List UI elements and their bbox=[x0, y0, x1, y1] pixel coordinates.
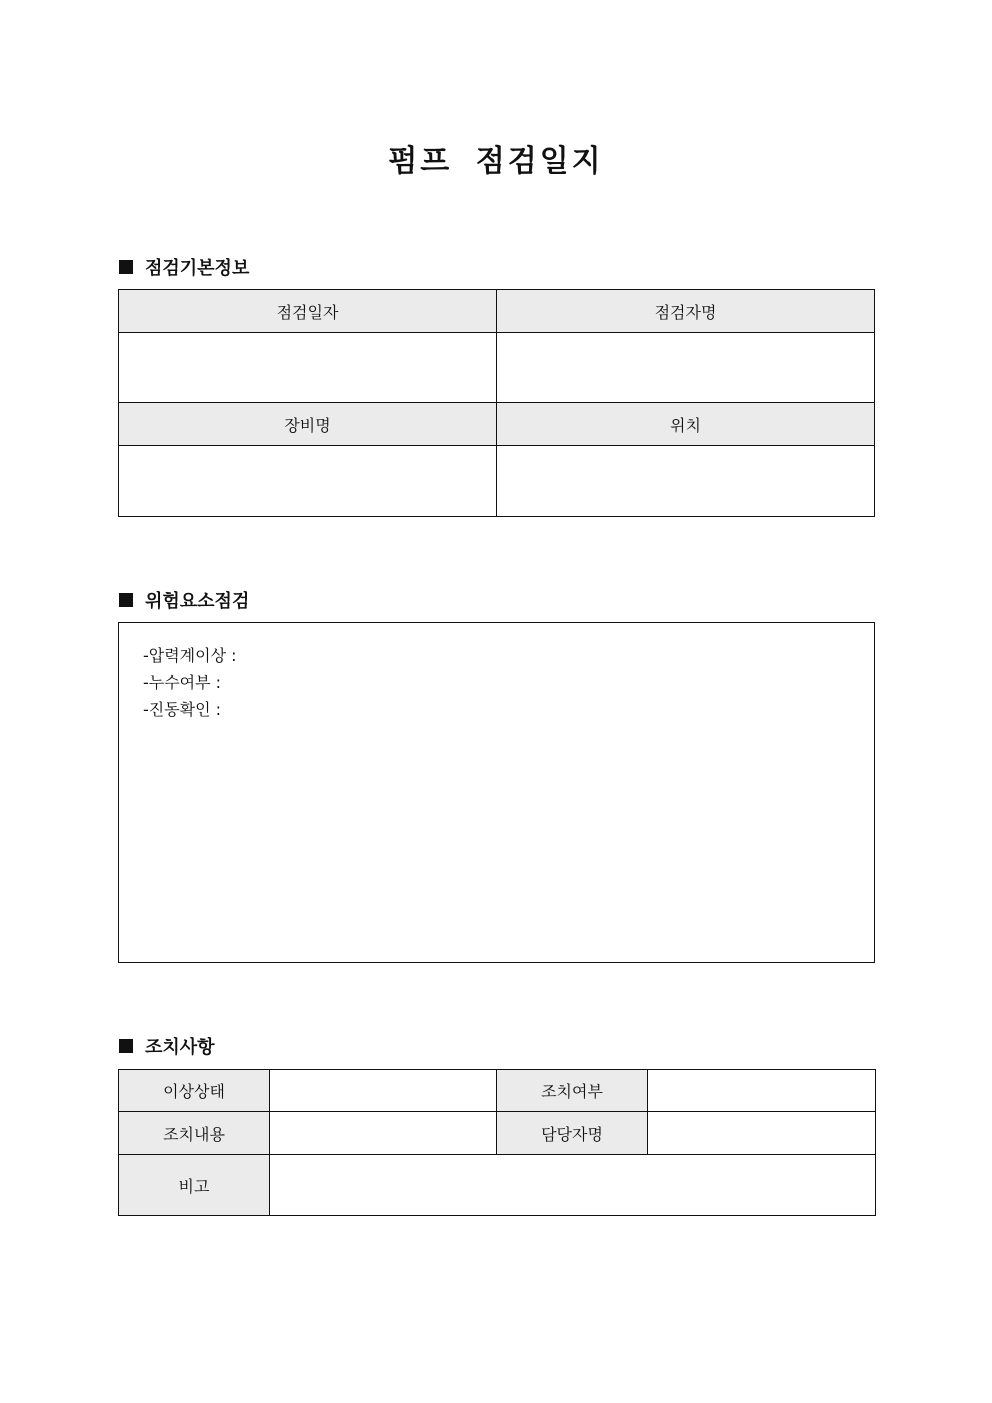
label-action-details: 조치내용 bbox=[119, 1112, 270, 1155]
equipment-name-field[interactable] bbox=[119, 446, 497, 517]
basic-info-table bbox=[118, 289, 875, 517]
action-taken-field[interactable] bbox=[648, 1070, 876, 1112]
section-heading-basic-info bbox=[119, 254, 249, 280]
risk-item-leak: -누수여부 : bbox=[143, 673, 222, 692]
section-heading-actions bbox=[119, 1033, 215, 1059]
label-abnormal-status: 이상상태 bbox=[119, 1070, 270, 1112]
risk-item-vibration: -진동확인 : bbox=[143, 700, 222, 719]
label-person-in-charge: 담당자명 bbox=[497, 1112, 648, 1155]
label-remarks: 비고 bbox=[119, 1155, 270, 1216]
actions-table bbox=[118, 1069, 876, 1216]
section-heading-text: 점검기본정보 bbox=[145, 258, 250, 279]
document-title: 펌프 점검일지 bbox=[388, 144, 604, 179]
header-inspection-date: 점검일자 bbox=[119, 290, 497, 333]
inspector-name-field[interactable] bbox=[497, 333, 875, 403]
risk-item-pressure-gauge: -압력계이상 : bbox=[143, 646, 237, 665]
risk-check-box[interactable] bbox=[118, 622, 875, 963]
person-in-charge-field[interactable] bbox=[648, 1112, 876, 1155]
action-details-field[interactable] bbox=[270, 1112, 497, 1155]
section-heading-text: 조치사항 bbox=[145, 1037, 215, 1058]
section-heading-text: 위험요소점검 bbox=[145, 591, 250, 612]
header-location: 위치 bbox=[497, 403, 875, 446]
inspection-date-field[interactable] bbox=[119, 333, 497, 403]
label-action-taken: 조치여부 bbox=[497, 1070, 648, 1112]
section-heading-risk-check bbox=[119, 587, 249, 613]
remarks-field[interactable] bbox=[270, 1155, 876, 1216]
square-bullet-icon bbox=[119, 593, 133, 607]
header-inspector-name: 점검자명 bbox=[497, 290, 875, 333]
location-field[interactable] bbox=[497, 446, 875, 517]
square-bullet-icon bbox=[119, 260, 133, 274]
abnormal-status-field[interactable] bbox=[270, 1070, 497, 1112]
square-bullet-icon bbox=[119, 1039, 133, 1053]
header-equipment-name: 장비명 bbox=[119, 403, 497, 446]
